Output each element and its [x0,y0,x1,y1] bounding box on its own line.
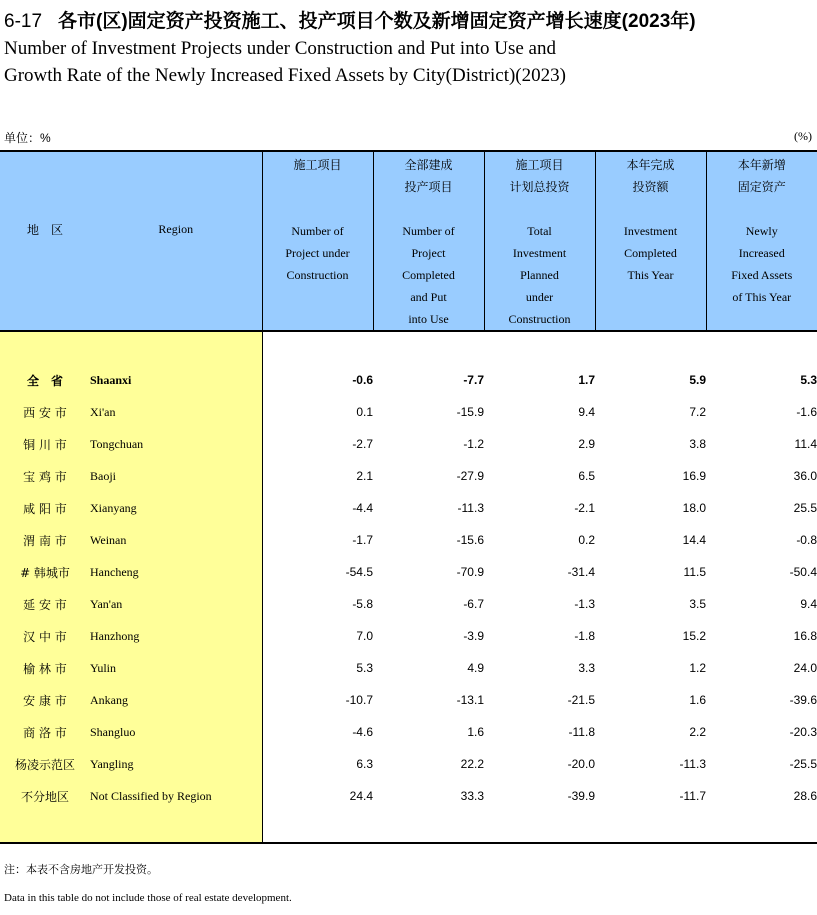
region-name-en: Not Classified by Region [90,788,212,803]
value-cell: -4.6 [352,725,373,739]
value-cell: -2.7 [352,437,373,451]
title-cn-text: 各市(区)固定资产投资施工、投产项目个数及新增固定资产增长速度(2023年) [58,11,696,32]
value-cell: 3.5 [689,597,706,611]
value-cell: 2.9 [578,437,595,451]
region-header-cn: 地 区 [26,222,63,237]
unit-label: 单位：% [4,131,51,145]
value-cell: -1.2 [463,437,484,451]
region-name-cn: 商 洛 市 [23,725,67,740]
column-header-en-line: into Use [408,312,449,326]
region-cell [0,524,262,556]
region-name-cn: 铜 川 市 [23,437,67,452]
value-cell: 16.8 [793,629,817,643]
value-cell: 2.2 [689,725,706,739]
column-header-en-line: Completed [402,268,455,282]
value-cell: 5.9 [689,373,706,387]
column-header-en-line: of This Year [732,290,792,304]
region-cell [0,428,262,460]
value-cell: 5.3 [800,373,817,387]
spacer-row [0,812,817,843]
value-cell: -21.5 [567,693,595,707]
value-cell: -39.6 [789,693,817,707]
value-cell: -31.4 [567,565,595,579]
value-cell: 33.3 [460,789,484,803]
spacer-cell [0,331,262,364]
value-cell: 36.0 [793,469,817,483]
table-number: 6-17 [4,11,43,32]
spacer-cell [706,812,817,843]
table-row [0,460,817,492]
spacer-cell [373,331,484,364]
table-row [0,588,817,620]
column-header-en-line: Investment [512,246,567,260]
value-cell: 24.0 [793,661,817,675]
value-cell: 9.4 [800,597,817,611]
spacer-cell [595,331,706,364]
column-header-en-line: under [525,290,554,304]
value-cell: 15.2 [682,629,706,643]
value-cell: 9.4 [578,405,595,419]
region-cell [0,620,262,652]
value-cell: -10.7 [345,693,373,707]
column-header [484,151,595,331]
spacer-cell [484,812,595,843]
spacer-cell [706,331,817,364]
value-cell: -1.8 [574,629,595,643]
region-cell [0,652,262,684]
value-cell: -54.5 [345,565,373,579]
region-name-cn: 宝 鸡 市 [23,469,67,484]
value-cell: 1.6 [689,693,706,707]
column-header-cn-line: 本年新增 [737,158,786,172]
footnote-cn: 注：本表不含房地产开发投资。 [4,863,158,876]
column-header-en-line: Fixed Assets [731,268,793,282]
column-header [373,151,484,331]
value-cell: 1.2 [689,661,706,675]
column-header-en-line: Completed [624,246,677,260]
value-cell: 7.0 [356,629,373,643]
column-header-en-line: Number of [291,224,344,238]
header-gap [485,198,595,220]
spacer-row [0,331,817,364]
value-cell: -15.9 [456,405,484,419]
column-header-en-line: Increased [738,246,785,260]
table-row [0,428,817,460]
region-cell [0,396,262,428]
column-header [595,151,706,331]
region-name-cn: 榆 林 市 [23,661,67,676]
region-name-cn: 全 省 [26,373,63,388]
data-table [0,150,817,844]
column-header-en-line: This Year [627,268,674,282]
value-cell: 7.2 [689,405,706,419]
table-row [0,492,817,524]
region-name-cn: 西 安 市 [23,405,67,420]
column-header-en-line: Newly [745,224,778,238]
value-cell: -3.9 [463,629,484,643]
region-header-en: Region [158,221,194,236]
value-cell: -5.8 [352,597,373,611]
value-cell: 11.4 [794,437,817,451]
region-cell [0,492,262,524]
region-cell [0,684,262,716]
value-cell: -20.3 [789,725,817,739]
header-row [0,151,817,331]
column-header-cn-line: 本年完成 [626,158,675,172]
page-title-cn [4,6,696,33]
page-title-en: Number of Investment Projects under Construction and Put into Use and Growth Rate of the Newly Increased Fixed Assets by City(District)(2023) [4,38,566,86]
column-header-en-line: Construction [286,268,349,282]
value-cell: -11.3 [457,501,484,515]
region-cell [0,588,262,620]
region-name-cn: 咸 阳 市 [23,501,67,516]
value-cell: -0.6 [352,373,373,387]
table-row [0,780,817,812]
region-name-cn: 渭 南 市 [23,533,67,548]
value-cell: -0.8 [796,533,817,547]
header-gap [596,198,706,220]
value-cell: -1.7 [352,533,373,547]
column-header-cn-line: 施工项目 [515,158,564,172]
region-header [0,151,262,331]
value-cell: 1.6 [467,725,484,739]
spacer-cell [262,812,373,843]
table-row [0,364,817,396]
table-row [0,716,817,748]
value-cell: 0.1 [356,405,373,419]
value-cell: 3.8 [689,437,706,451]
value-cell: 1.7 [578,373,595,387]
region-name-en: Yan'an [90,596,123,611]
table-row [0,684,817,716]
region-cell [0,364,262,396]
column-header [706,151,817,331]
region-cell [0,556,262,588]
value-cell: 24.4 [349,789,373,803]
region-name-cn: 杨凌示范区 [14,757,75,772]
header-gap [263,176,373,198]
column-header-cn-line: 施工项目 [293,158,342,172]
value-cell: -11.7 [679,789,706,803]
region-cell [0,716,262,748]
value-cell: 6.3 [356,757,373,771]
unit-label-right: (%) [794,129,812,143]
region-name-en: Baoji [90,468,116,483]
value-cell: 28.6 [793,789,817,803]
spacer-cell [373,812,484,843]
spacer-cell [595,812,706,843]
column-header-en-line: Project under [285,246,350,260]
value-cell: -15.6 [456,533,484,547]
header-gap [374,198,484,220]
value-cell: 11.5 [683,565,706,579]
table-row [0,556,817,588]
region-name-en: Tongchuan [90,436,144,451]
value-cell: 5.3 [356,661,373,675]
region-name-en: Ankang [90,692,128,707]
value-cell: -1.6 [796,405,817,419]
value-cell: -50.4 [789,565,817,579]
column-header-cn-line: 全部建成 [404,158,453,172]
region-name-cn: 延 安 市 [23,597,67,612]
value-cell: -27.9 [456,469,484,483]
value-cell: -11.3 [679,757,706,771]
value-cell: 6.5 [578,469,595,483]
region-name-en: Yulin [90,660,117,675]
value-cell: -39.9 [567,789,595,803]
spacer-cell [484,331,595,364]
value-cell: -11.8 [568,725,595,739]
value-cell: 18.0 [682,501,706,515]
table-row [0,620,817,652]
value-cell: -6.7 [463,597,484,611]
value-cell: 4.9 [467,661,484,675]
value-cell: -4.4 [352,501,373,515]
table-row [0,652,817,684]
region-cell [0,460,262,492]
region-name-en: Hanzhong [90,628,140,643]
value-cell: -20.0 [567,757,595,771]
region-name-en: Xianyang [90,500,137,515]
value-cell: -70.9 [456,565,484,579]
value-cell: 22.2 [460,757,484,771]
value-cell: -25.5 [789,757,817,771]
column-header-cn-line: 投资额 [632,180,669,194]
value-cell: 3.3 [578,661,595,675]
region-name-en: Weinan [90,532,127,547]
value-cell: 0.2 [578,533,595,547]
header-gap [707,198,817,220]
region-name-en: Shaanxi [90,372,132,387]
region-name-cn: 不分地区 [20,789,69,804]
column-header-en-line: Planned [520,268,559,282]
region-name-cn: # 韩城市 [20,565,70,580]
column-header-en-line: Number of [402,224,455,238]
column-header-en-line: Investment [623,224,678,238]
region-cell [0,780,262,812]
value-cell: -7.7 [463,373,484,387]
column-header-cn-line: 投产项目 [404,180,453,194]
value-cell: -13.1 [456,693,484,707]
column-header [262,151,373,331]
region-name-cn: 汉 中 市 [23,629,67,644]
table-row [0,396,817,428]
region-name-en: Hancheng [90,564,139,579]
table-row [0,748,817,780]
region-cell [0,748,262,780]
column-header-en-line: Project [411,246,446,260]
value-cell: 2.1 [356,469,373,483]
value-cell: -1.3 [574,597,595,611]
header-gap [263,198,373,220]
value-cell: -2.1 [574,501,595,515]
spacer-cell [262,331,373,364]
column-header-cn-line: 计划总投资 [509,180,570,194]
value-cell: 16.9 [682,469,706,483]
footnote-en: Data in this table do not include those of real estate development. [4,892,292,904]
column-header-en-line: Construction [508,312,571,326]
table-row [0,524,817,556]
column-header-en-line: Total [527,224,552,238]
value-cell: 25.5 [793,501,817,515]
region-name-en: Xi'an [90,404,116,419]
spacer-cell [0,812,262,843]
region-name-en: Yangling [90,756,134,771]
region-name-cn: 安 康 市 [23,693,67,708]
region-name-en: Shangluo [90,724,136,739]
column-header-en-line: and Put [410,290,447,304]
value-cell: 14.4 [682,533,706,547]
column-header-cn-line: 固定资产 [737,180,786,194]
